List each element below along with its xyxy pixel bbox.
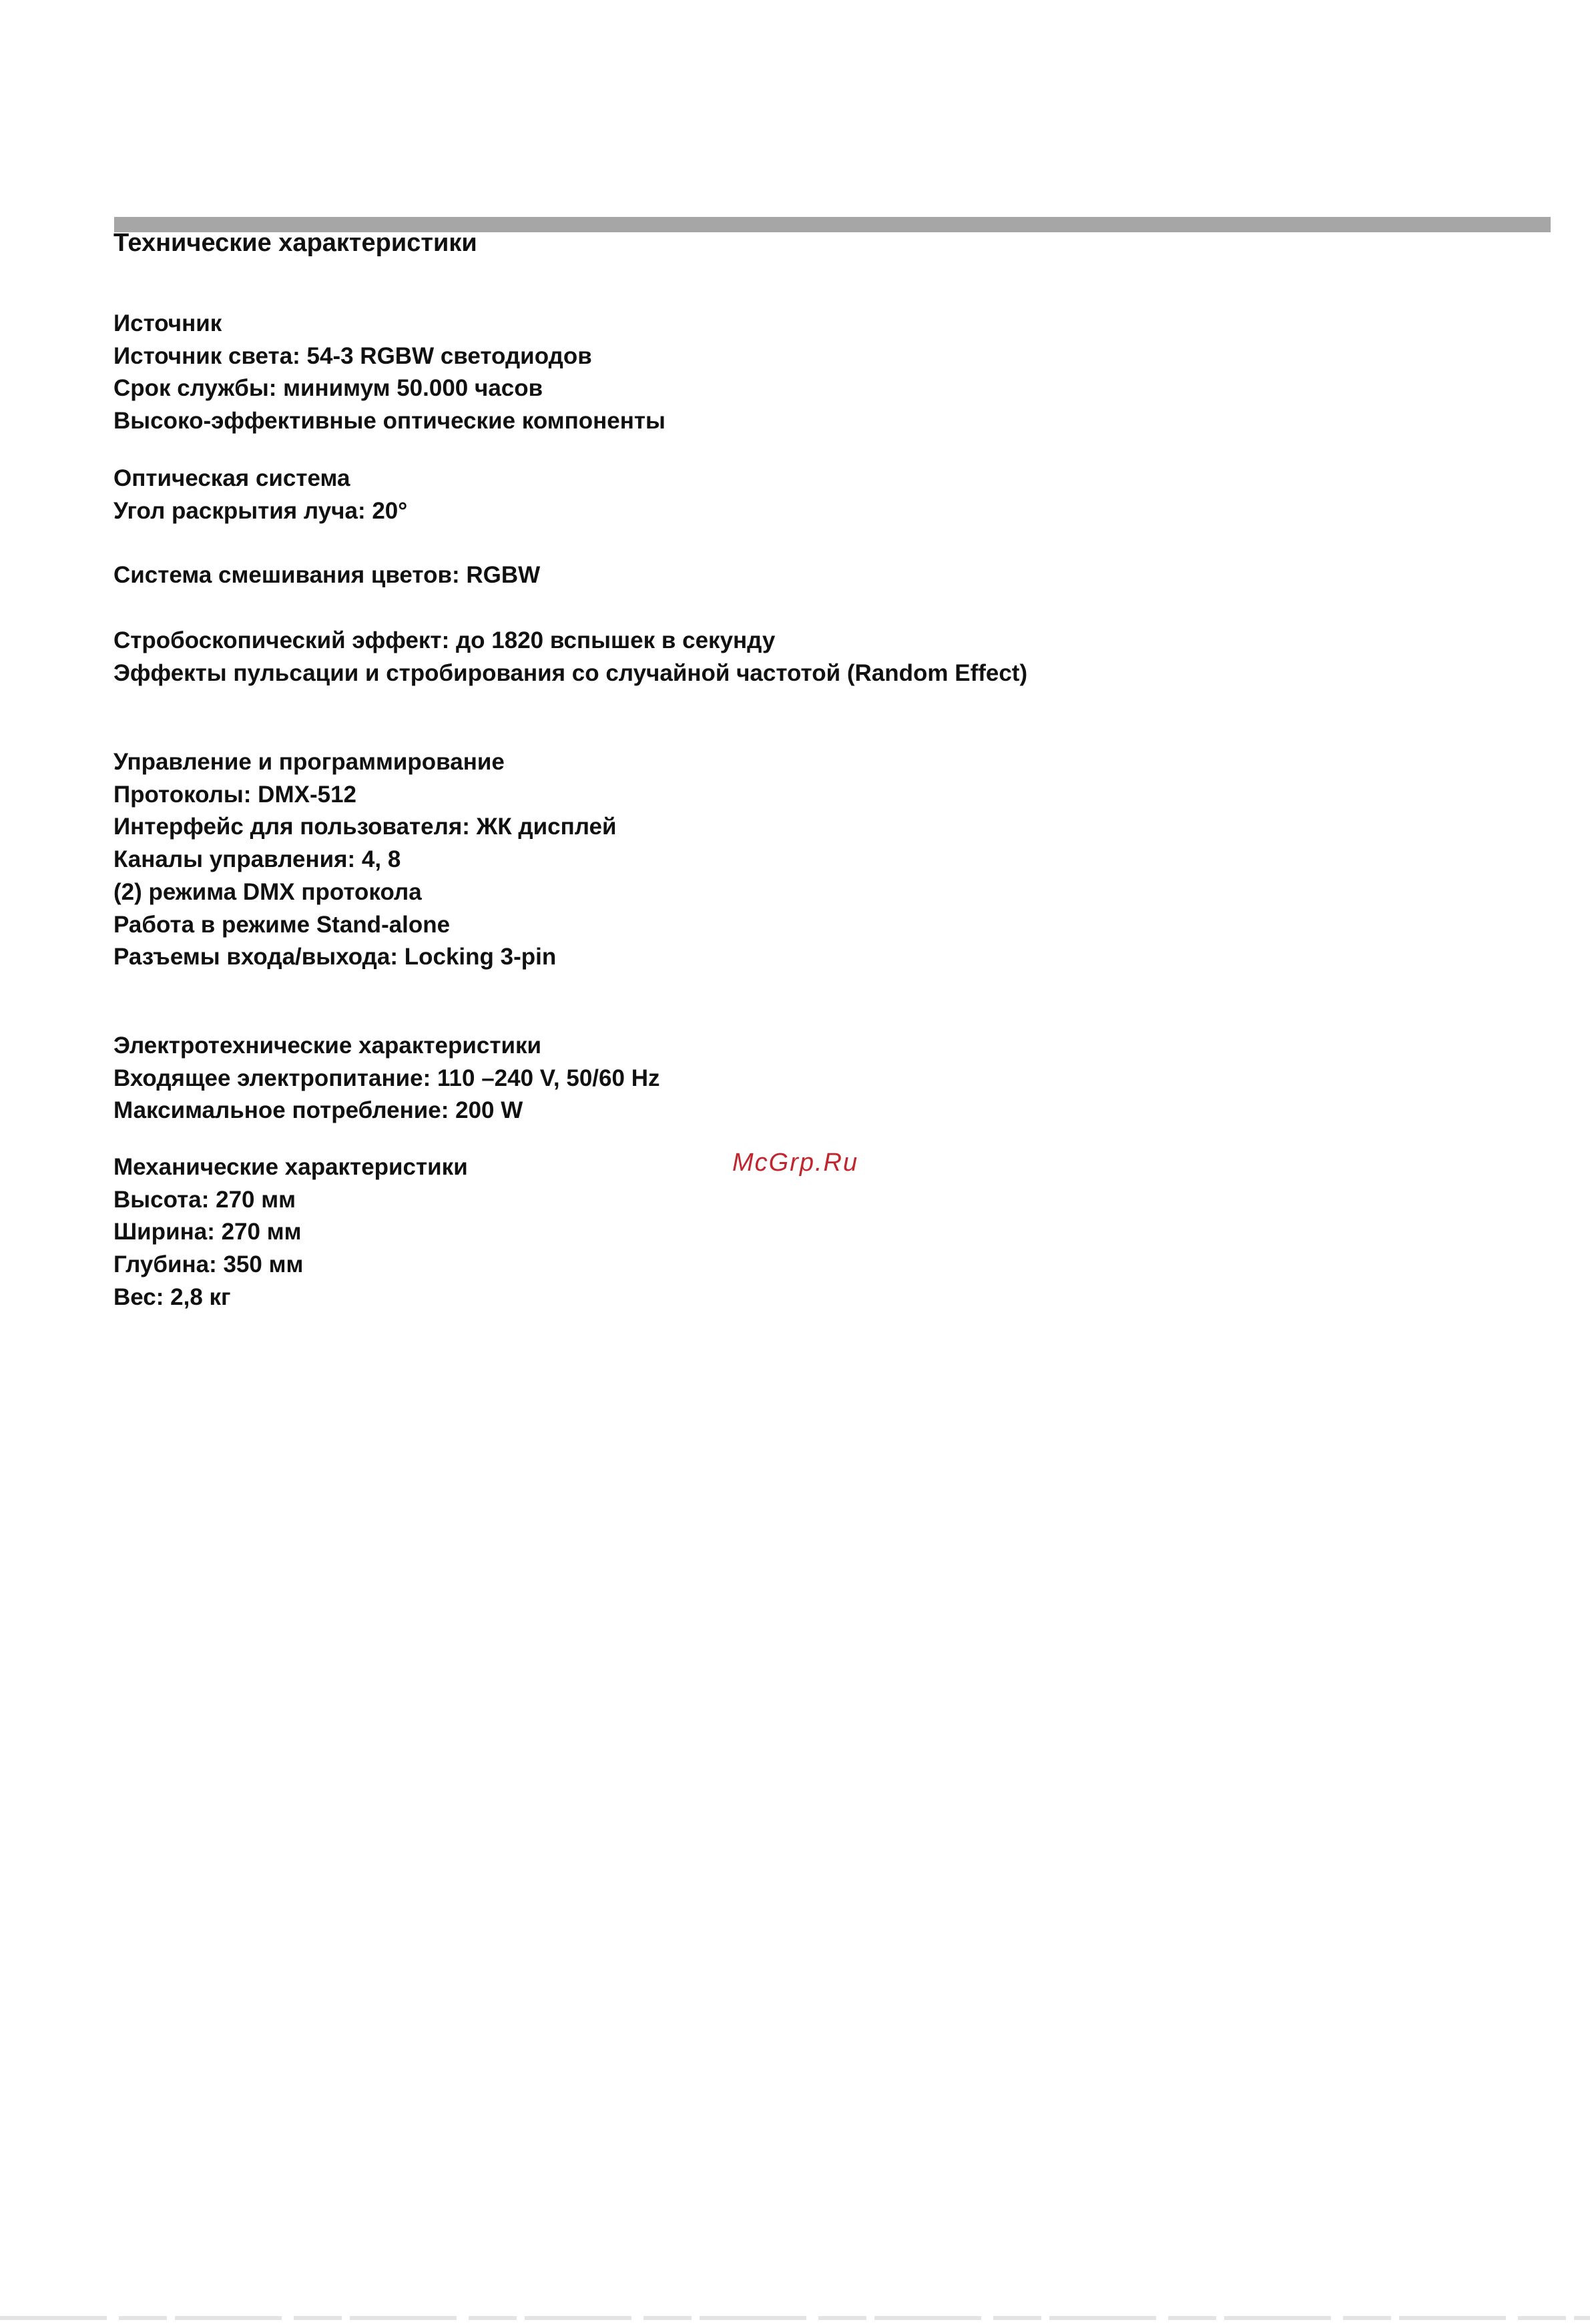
spec-max-consumption: Максимальное потребление: 200 W [113,1097,523,1124]
section-heading-optics: Оптическая система [113,465,350,491]
spec-stand-alone: Работа в режиме Stand-alone [113,911,451,938]
spec-input-power: Входящее электропитание: 110 –240 V, 50/60 Hz [113,1065,660,1091]
spec-color-mixing: Система смешивания цветов: RGBW [113,562,541,588]
section-heading-source: Источник [113,310,222,336]
section-control [113,746,617,974]
section-optics [113,463,407,527]
section-heading-mechanical: Механические характеристики [113,1154,468,1180]
spec-control-channels: Каналы управления: 4, 8 [113,846,401,873]
spec-light-source: Источник света: 54-3 RGBW светодиодов [113,342,592,369]
spec-beam-angle: Угол раскрытия луча: 20° [113,497,408,524]
spec-protocols: Протоколы: DMX-512 [113,781,356,808]
section-color-mixing [113,559,540,592]
bottom-border [0,2316,1590,2320]
spec-optical-components: Высоко-эффективные оптические компоненты [113,408,666,434]
watermark-text: McGrp.Ru [732,1149,859,1177]
section-heading-electrical: Электротехнические характеристики [113,1033,542,1059]
spec-height: Высота: 270 мм [113,1186,296,1213]
section-strobe [113,625,1027,689]
section-source [113,308,666,438]
section-heading-control: Управление и программирование [113,749,505,775]
spec-depth: Глубина: 350 мм [113,1251,304,1278]
spec-random-effect: Эффекты пульсации и стробирования со случайной частотой (Random Effect) [113,659,1028,686]
spec-weight: Вес: 2,8 кг [113,1283,231,1310]
spec-user-interface: Интерфейс для пользователя: ЖК дисплей [113,814,617,840]
spec-width: Ширина: 270 мм [113,1219,302,1245]
spec-dmx-modes: (2) режима DMX протокола [113,878,422,905]
spec-strobe: Стробоскопический эффект: до 1820 вспышек в секунду [113,627,776,653]
spec-lifetime: Срок службы: минимум 50.000 часов [113,375,543,402]
section-mechanical [113,1151,468,1314]
spec-connectors: Разъемы входа/выхода: Locking 3-pin [113,944,557,970]
section-electrical [113,1030,659,1127]
page-title: Технические характеристики [113,229,477,257]
